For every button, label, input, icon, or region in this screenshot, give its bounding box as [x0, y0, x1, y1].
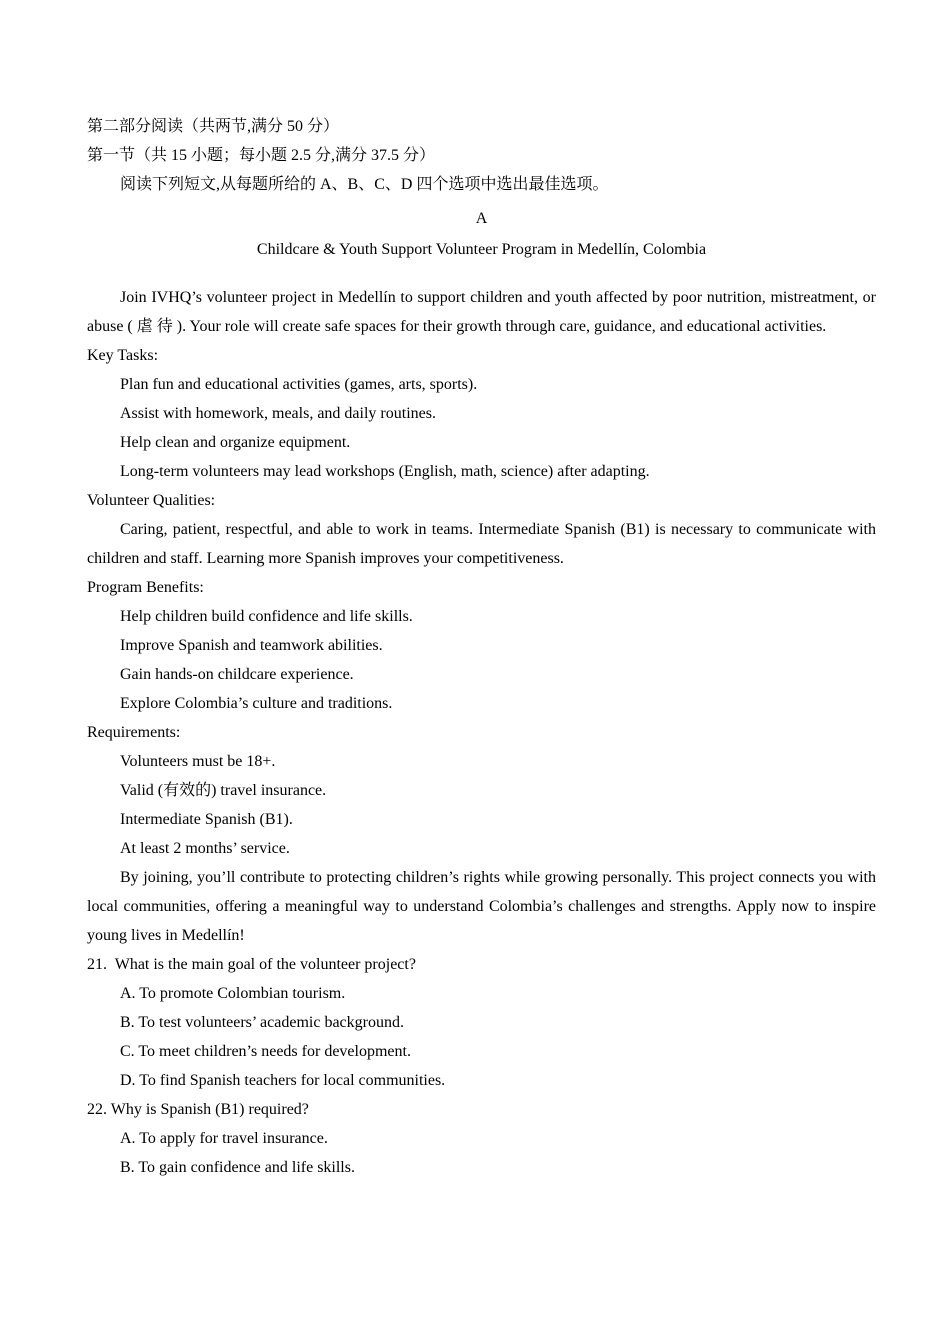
benefit-item: Explore Colombia’s culture and traditions. [120, 695, 393, 712]
passage-label: A [475, 210, 488, 227]
question-21-option-c: C. To meet children’s needs for development. [120, 1043, 411, 1060]
section-header-line-2: 第一节（共 15 小题；每小题 2.5 分,满分 37.5 分） [87, 147, 436, 164]
requirement-item: Valid (有效的) travel insurance. [120, 782, 327, 799]
passage-title: Childcare & Youth Support Volunteer Program in Medellín, Colombia [256, 241, 707, 258]
passage-closing-paragraph: By joining, you’ll contribute to protecting children’s rights while growing personally. This project connects you with local communities, offering a meaningful way to understand Colombia’s challenges and strengths. Apply now to inspire young lives in Medellín! [87, 869, 876, 944]
key-task-item: Help clean and organize equipment. [120, 434, 351, 451]
question-21-option-b: B. To test volunteers’ academic background. [120, 1014, 404, 1031]
key-tasks-heading: Key Tasks: [87, 347, 159, 364]
volunteer-qualities-heading: Volunteer Qualities: [87, 492, 216, 509]
benefit-item: Improve Spanish and teamwork abilities. [120, 637, 383, 654]
question-21-stem: 21. What is the main goal of the volunteer project? [87, 956, 416, 973]
question-22-option-a: A. To apply for travel insurance. [120, 1130, 328, 1147]
requirement-item: At least 2 months’ service. [120, 840, 290, 857]
question-21-option-a: A. To promote Colombian tourism. [120, 985, 346, 1002]
key-task-item: Long-term volunteers may lead workshops (English, math, science) after adapting. [120, 463, 650, 480]
section-instructions: 阅读下列短文,从每题所给的 A、B、C、D 四个选项中选出最佳选项。 [120, 176, 609, 193]
key-task-item: Assist with homework, meals, and daily routines. [120, 405, 436, 422]
requirement-item: Intermediate Spanish (B1). [120, 811, 293, 828]
requirement-item: Volunteers must be 18+. [120, 753, 276, 770]
passage-intro-paragraph: Join IVHQ’s volunteer project in Medellín to support children and youth affected by poor nutrition, mistreatment, or abuse ( 虐 待 ). Your role will create safe spaces for their growth through care, guidance, and educational activities. [87, 289, 876, 335]
volunteer-qualities-paragraph: Caring, patient, respectful, and able to work in teams. Intermediate Spanish (B1) is necessary to communicate with children and staff. Learning more Spanish improves your competitiveness. [87, 521, 876, 567]
benefit-item: Gain hands-on childcare experience. [120, 666, 354, 683]
question-22-stem: 22. Why is Spanish (B1) required? [87, 1101, 309, 1118]
program-benefits-heading: Program Benefits: [87, 579, 204, 596]
question-21-option-d: D. To find Spanish teachers for local communities. [120, 1072, 446, 1089]
section-header-line-1: 第二部分阅读（共两节,满分 50 分） [87, 118, 340, 135]
requirements-heading: Requirements: [87, 724, 181, 741]
key-task-item: Plan fun and educational activities (games, arts, sports). [120, 376, 478, 393]
question-22-option-b: B. To gain confidence and life skills. [120, 1159, 355, 1176]
benefit-item: Help children build confidence and life skills. [120, 608, 413, 625]
